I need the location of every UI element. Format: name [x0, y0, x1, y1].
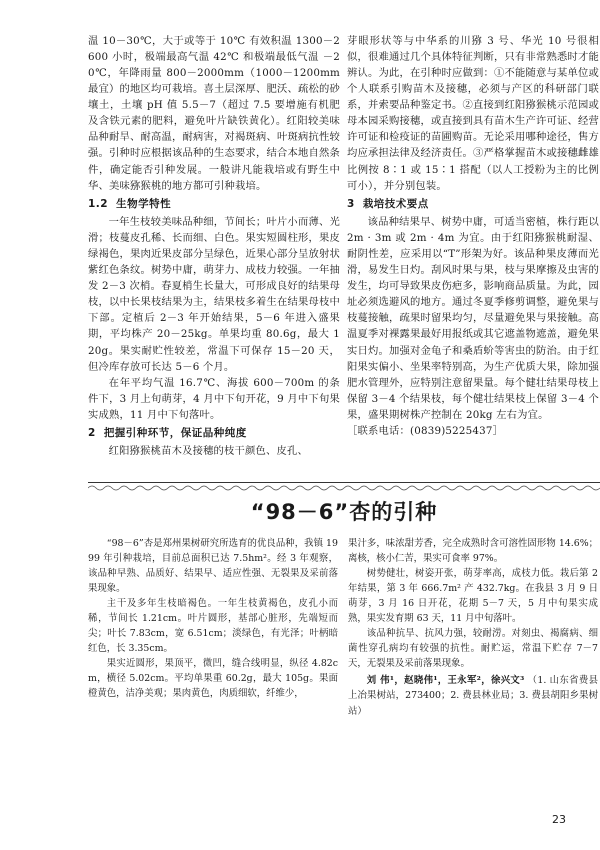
- paragraph: 在年平均气温 16.7℃、海拔 600－700m 的条件下，3 月上旬萌芽，4 月中下旬开花，9 月中下旬果实成熟，11 月中下旬落叶。: [88, 376, 340, 421]
- paragraph: 果汁多，味浓甜芳香，完全成熟时含可溶性固形物 14.6%；离核，核小仁苦，果实可食率 97%。: [348, 538, 598, 565]
- section-title: 栽培技术要点: [362, 197, 429, 210]
- paragraph: 主干及多年生枝暗褐色。一年生枝黄褐色，皮孔小而稀，节间长 1.21cm。叶片圆形，基部心脏形，先端短而尖；叶长 7.83cm，宽 6.51cm；淡绿色，有光泽；叶柄暗红色，长 3.35cm。: [88, 598, 338, 655]
- section-heading-1-2: [88, 196, 340, 212]
- paragraph: 该品种抗旱、抗风力强，较耐涝。对刻虫、褐腐病、细菌性穿孔病均有较强的抗性。耐贮运，常温下贮存 7－7 天，无裂果及采前落果现象。: [348, 628, 598, 670]
- paragraph: 温 10－30℃，大于或等于 10℃ 有效积温 1300－2600 小时，极端最高气温 42℃ 和极端最低气温 －20℃，年降雨量 800－2000mm（1000－1200mm 最宜）的地区均可栽培。喜土层深厚、肥沃、疏松的砂壤土，土壤 pH 值 5.5－7（超过 7.5 要增施有机肥及含铁元素的肥料，避免叶片缺铁黄化）。红阳较美味品种耐旱、耐高温，耐病害，对褐斑病、叶斑病抗性较强。引种时应根据该品种的生态要求，结合本地自然条件，确定能否引种发展。一般讲凡能栽培或有野生中华、美味猕猴桃的地方都可引种栽培。: [88, 35, 340, 192]
- article2-title: “98－6”杏的引种: [250, 500, 438, 524]
- paragraph: 树势健壮，树姿开张，萌芽率高，成枝力低。栽后第 2 年结果，第 3 年 666.7m² 产 432.7kg。在我县 3 月 9 日萌芽，3 月 16 日开花，花期 5－7 天，5 月中旬果实成熟，果实发育期 63 天，11 月中旬落叶。: [348, 568, 598, 625]
- paragraph: 红阳猕猴桃苗木及接穗的枝干颜色、皮孔、: [108, 445, 309, 458]
- decorative-wave-divider: [88, 484, 600, 492]
- article-divider: [88, 482, 600, 483]
- contact-phone: ［联系电话：(0839)5225437］: [347, 424, 504, 437]
- article2-right-column: [348, 536, 598, 719]
- article2-left-column: [88, 536, 338, 702]
- section-title: 把握引种环节，保证品种纯度: [103, 426, 247, 439]
- article1-right-column: [347, 33, 599, 439]
- paragraph: 该品种结果早、树势中庸，可适当密植，株行距以 2m · 3m 或 2m · 4m 为宜。由于红阳猕猴桃耐湿、耐阴性差，应采用以“T”形架为好。该品种果皮薄而光滑，易发生日灼。刮风时果与果，枝与果摩擦及虫害的发生，均可导致果皮伤疤多，影响商品质量。为此，园址必须选避风的地方。通过冬夏季修剪调整，避免果与枝蔓接触，疏果时留果均匀，尽量避免果与果接触。高温夏季对裸露果最好用报纸或其它遮盖物遮盖，避免果实日灼。加强对金龟子和桑盾蚧等害虫的防治。由于红阳果实偏小、坐果率特别高，为生产优质大果，除加强肥水管理外，应特别注意留果量。每个健壮结果母枝上保留 3－4 个结果枝，每个健壮结果枝上保留 3－4 个果，盛果期树株产控制在 20kg 左右为宜。: [347, 216, 599, 421]
- author-affiliations: （1. 山东省费县上冶果树站，273400；2. 费县林业局；3. 费县胡阳乡果树站）: [348, 675, 598, 717]
- article1-left-column: [88, 33, 340, 459]
- paragraph: 芽眼形状等与中华系的川猕 3 号、华光 10 号很相似，很难通过几个具体特征判断，只有非常熟悉时才能辨认。为此，在引种时应做到：①不能随意与某单位或个人联系引购苗木及接穗，必须与产区的科研部门联系，并索要品种鉴定书。②直接到红阳猕猴桃示范园或母本园采购接穗，或直接到具有苗木生产许可证、经营许可证和检疫证的苗圃购苗。无论采用哪种途径，售方均应承担法律及经济责任。③严格掌握苗木或接穗雌雄比例按 8∶1 或 15∶1 搭配（以人工授粉为主的比例可小），并分别包装。: [347, 35, 599, 192]
- section-heading-2: [88, 425, 340, 441]
- section-title: 生物学特性: [116, 197, 172, 210]
- page-number: 23: [552, 813, 566, 826]
- paragraph: “98－6”杏是郑州果树研究所选育的优良品种，我镇 1999 年引种栽培，目前总面积已达 7.5hm²。经 3 年观察，该品种早熟、品质好、结果早、适应性强、无裂果及采前落果现象。: [88, 538, 338, 595]
- section-number: 3: [347, 197, 355, 210]
- section-number: 1.2: [88, 197, 109, 210]
- paragraph: 果实近圆形，果顶平，微凹，缝合线明显，纵径 4.82cm，横径 5.02cm。平均单果重 60.2g，最大 105g。果面橙黄色，洁净美观；果肉黄色，肉质细软，纤维少，: [88, 658, 338, 700]
- author-line: [348, 673, 598, 718]
- section-number: 2: [88, 426, 96, 439]
- paragraph: 一年生枝较美味品种细，节间长；叶片小而薄、光滑；枝蔓皮孔稀、长而细、白色。果实短圆柱形，果皮绿褐色，果肉近果皮部分呈绿色，近果心部分呈放射状紫红色条纹。树势中庸，萌芽力、成枝力较强。一年抽发 2－3 次梢。春夏梢生长量大，可形成良好的结果母枝，以中长果枝结果为主，结果枝多着生在结果母枝中下部。定植后 2－3 年开始结果，5－6 年进入盛果期，平均株产 20－25kg。单果均重 80.6g，最大 120g。果实耐贮性较差，常温下可保存 15－20 天，但冷库存放可长达 5－6 个月。: [88, 216, 340, 373]
- author-names: 刘 伟¹，赵晓伟¹，王永军²，徐兴文³: [366, 675, 525, 687]
- section-heading-3: [347, 196, 599, 212]
